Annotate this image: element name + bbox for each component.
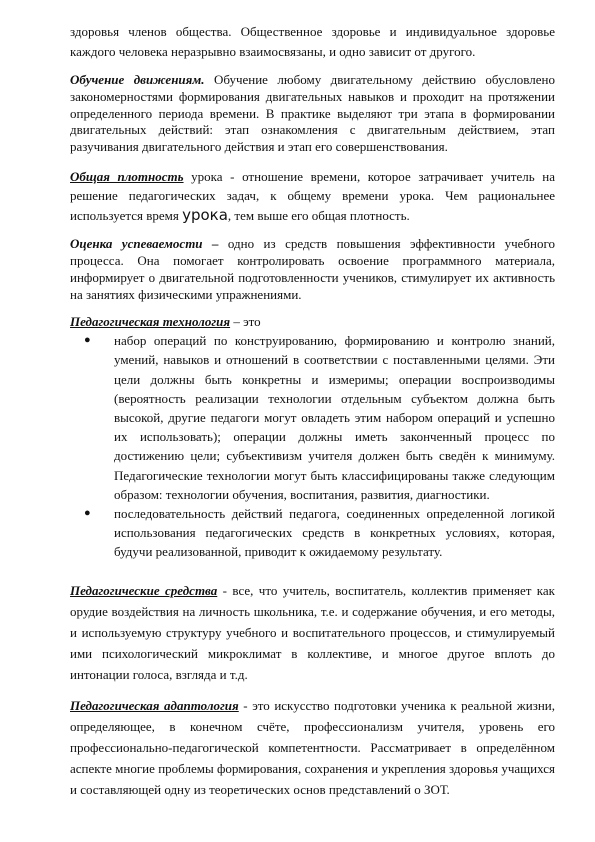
progress-term: Оценка успеваемости – <box>70 236 219 252</box>
movement-text: Обучение любому двигательному действию обусловлено закономерностями формирования двигательных навыков и проходит на протяжении определенного периода времени. В практике выделяют три этапа в формировании двигательных действий: этап ознакомления с двигательным действием, этап разучивания двигательного действия и этап его совершенствования. <box>70 72 555 155</box>
density-paragraph <box>70 167 555 226</box>
technology-dash: – это <box>230 313 261 329</box>
technology-list <box>70 331 555 561</box>
movement-term: Обучение движениям. <box>70 72 205 87</box>
means-text: - все, что учитель, воспитатель, коллектив применяет как орудие воздействия на личность школьника, т.е. и содержание обучения, и его методы, и используемую структуру учебного и воспитательного процессов, и стимулируемый ими психологический микроклимат в коллективе, и многое другое вплоть до интонации голоса, взгляда и т.д. <box>70 582 555 682</box>
bullet-icon: ● <box>84 334 91 347</box>
technology-term: Педагогическая технология <box>70 313 231 329</box>
adaptology-term: Педагогическая адаптология <box>70 697 239 713</box>
density-text-after: , тем выше его общая плотность. <box>227 207 410 223</box>
technology-heading <box>70 312 555 332</box>
density-text-before: урока - отношение времени, которое затрачивает учитель на решение педагогических задач, к общему времени урока. Чем рациональнее используется время <box>70 168 555 223</box>
list-item <box>84 331 555 504</box>
list-item <box>84 504 555 562</box>
intro-text: здоровья членов общества. Общественное здоровье и индивидуальное здоровье каждого человека неразрывно взаимосвязаны, и одно зависит от другого. <box>70 24 555 59</box>
adaptology-paragraph <box>70 695 555 800</box>
means-paragraph <box>70 580 555 685</box>
progress-paragraph <box>70 236 555 303</box>
list-item-text: набор операций по конструированию, формированию и контролю знаний, умений, навыков и отношений в соответствии с поставленными целями. Эти цели должны быть конкретны и измеримы; операции воспроизводимы (вероятность реализации технологии отдельным субъектом должна быть высокой, другие педагоги могут овладеть этим набором операций и успешно их использовать); операции должны иметь законченный процесс по достижению цели; субъективизм учителя должен быть сведён к минимуму. Педагогические технологии могут быть классифицированы также следующим образом: технологии обучения, воспитания, развития, диагностики. <box>114 333 555 502</box>
progress-text: одно из средств повышения эффективности учебного процесса. Она помогает контролировать освоение программного материала, информирует о двигательной подготовленности учеников, стимулирует их активность на занятиях физическими упражнениями. <box>70 236 555 302</box>
list-item-text: последовательность действий педагога, соединенных определенной логикой использования педагогических средств в конкретных условиях, которая, будучи реализованной, приводит к ожидаемому результату. <box>114 506 555 560</box>
movement-paragraph <box>70 72 555 156</box>
adaptology-text: - это искусство подготовки ученика к реальной жизни, определяющее, в конечном счёте, профессионализм учителя, уровень его профессионально-педагогической компетентности. Рассматривает в определённом аспекте многие проблемы формирования, сохранения и укрепления здоровья учащихся и составляющей одну из теоретических основ представлений о ЗОТ. <box>70 697 556 797</box>
intro-paragraph <box>70 22 555 61</box>
density-term: Общая плотность <box>70 168 184 184</box>
means-term: Педагогические средства <box>70 582 218 598</box>
bullet-icon: ● <box>84 507 91 519</box>
density-word-large: урока <box>182 205 228 224</box>
